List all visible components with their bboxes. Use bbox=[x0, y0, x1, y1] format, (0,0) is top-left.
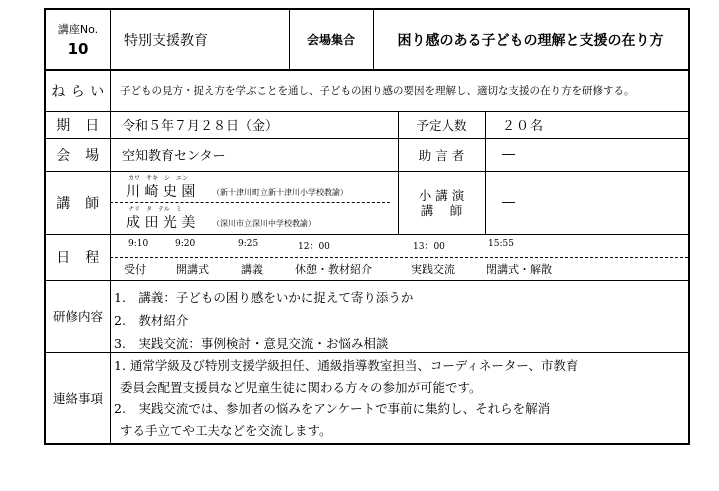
lecturer-1-affiliation: （新十津川町立新十津川小学校教諭） bbox=[212, 188, 348, 197]
lecturer-2 bbox=[126, 204, 396, 234]
notes-line: 委員会配置支援員など児童生徒に関わる方々の参加が可能です。 bbox=[120, 379, 482, 395]
row-divider bbox=[46, 280, 688, 281]
schedule-time: 12：00 bbox=[298, 242, 330, 252]
notes-label: 連絡事項 bbox=[52, 390, 103, 406]
content-label: 研修内容 bbox=[52, 309, 103, 324]
schedule-event: 受付 bbox=[124, 263, 146, 276]
category: 特別支援教育 bbox=[124, 32, 208, 49]
lecturer-2-ruby: ナリ タ テル ミ bbox=[128, 206, 182, 213]
venue-label: 会 場 bbox=[56, 147, 100, 164]
content-item: 2. 教材紹介 bbox=[114, 313, 189, 328]
schedule-time: 9:25 bbox=[238, 239, 259, 249]
content-list bbox=[114, 286, 413, 355]
schedule-time: 9:20 bbox=[175, 239, 196, 249]
course-no-cell bbox=[46, 10, 110, 69]
schedule-divider bbox=[110, 257, 688, 258]
lecturer-divider bbox=[110, 202, 390, 203]
schedule-label: 日 程 bbox=[56, 250, 100, 266]
schedule-time: 13：00 bbox=[413, 242, 445, 252]
aim-text: 子どもの見方・捉え方を学ぶことを通し、子どもの困り感の要因を理解し、適切な支援の在り方を研修する。 bbox=[120, 85, 635, 97]
lecturer-2-affiliation: （深川市立深川中学校教諭） bbox=[212, 219, 316, 228]
schedule-time: 9:10 bbox=[128, 239, 149, 249]
lecturer-1-name: 川 崎 史 園 bbox=[126, 184, 196, 200]
schedule-time: 15:55 bbox=[488, 239, 514, 249]
row-divider bbox=[46, 234, 688, 235]
advisor-label: 助 言 者 bbox=[418, 147, 465, 163]
course-no-label: 講座No. bbox=[57, 23, 99, 36]
lecturer-2-name: 成 田 光 美 bbox=[126, 215, 196, 231]
notes-text bbox=[114, 355, 578, 441]
content-item: 3. 実践交流：事例検討・意見交流・お悩み相談 bbox=[114, 336, 389, 351]
schedule-event: 実践交流 bbox=[411, 263, 455, 276]
mini-lecture-value: ― bbox=[502, 195, 515, 210]
schedule-event: 閉講式・解散 bbox=[486, 263, 552, 276]
schedule-event: 開講式 bbox=[176, 263, 209, 276]
lecturer-1-ruby: カワ サキ シ エン bbox=[128, 175, 189, 182]
course-title: 困り感のある子どもの理解と支援の在り方 bbox=[397, 32, 664, 49]
mini-lecture-label-line-2: 講 師 bbox=[420, 202, 463, 218]
mini-lecture-label bbox=[398, 171, 485, 234]
advisor-value: ― bbox=[502, 147, 515, 162]
notes-line: 1. 通常学級及び特別支援学級担任、通級指導教室担当、コーディネーター、市教育 bbox=[114, 358, 579, 373]
venue-value: 空知教育センター bbox=[122, 149, 226, 164]
date-label: 期 日 bbox=[56, 117, 100, 134]
format: 会場集合 bbox=[306, 33, 355, 47]
aim-label: ね ら い bbox=[51, 83, 105, 100]
label-column-divider bbox=[110, 10, 111, 443]
date-value: 令和５年７月２８日（金） bbox=[122, 119, 279, 134]
capacity-label: 予定人数 bbox=[416, 117, 467, 133]
course-info-table bbox=[44, 8, 690, 445]
side-value-divider bbox=[485, 111, 486, 234]
schedule-event: 講義 bbox=[241, 263, 263, 276]
course-no: 10 bbox=[67, 40, 89, 58]
capacity-value: ２０名 bbox=[502, 119, 545, 134]
content-item: 1. 講義：子どもの困り感をいかに捉えて寄り添うか bbox=[114, 290, 414, 305]
notes-line: する手立てや工夫などを交流します。 bbox=[120, 422, 332, 438]
schedule-event: 休憩・教材紹介 bbox=[295, 263, 372, 276]
mini-lecture-label-line-1: 小 講 演 bbox=[418, 187, 465, 203]
lecturer-1 bbox=[126, 172, 396, 202]
notes-line: 2. 実践交流では、参加者の悩みをアンケートで事前に集約し、それらを解消 bbox=[114, 401, 551, 416]
lecturer-label: 講 師 bbox=[56, 195, 100, 212]
